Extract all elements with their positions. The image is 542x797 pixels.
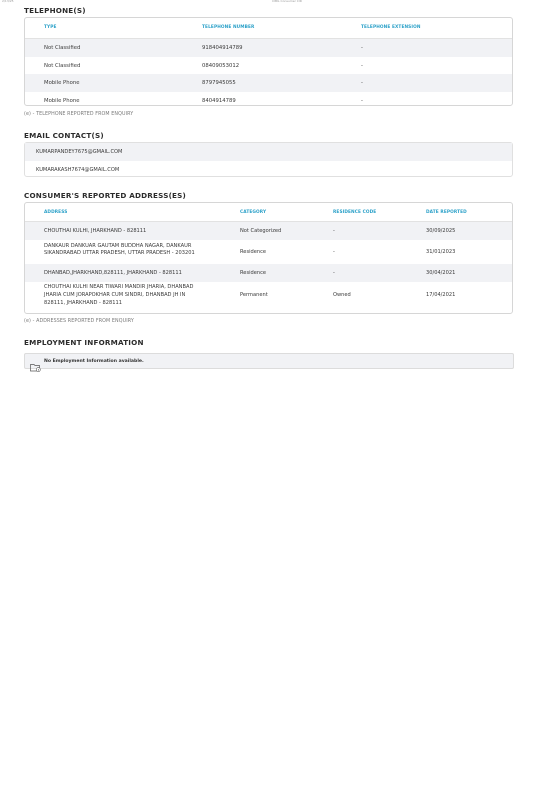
col-date-reported: DATE REPORTED	[426, 210, 467, 215]
address-line: SIKANDRABAD UTTAR PRADESH, UTTAR PRADESH - 203201	[44, 250, 195, 256]
address-line: DHANBAD,JHARKHAND,828111, JHARKHAND - 828111	[44, 270, 182, 276]
table-row	[25, 264, 512, 282]
addresses-table	[24, 202, 513, 314]
phone-number: 08409053012	[202, 62, 240, 69]
list-item	[25, 161, 512, 179]
telephones-note: (e) - TELEPHONE REPORTED FROM ENQUIRY	[24, 112, 134, 117]
addresses-header	[25, 203, 512, 222]
col-telephone-number: TELEPHONE NUMBER	[202, 25, 255, 30]
address-category: Residence	[240, 270, 267, 276]
phone-number: 8404914789	[202, 97, 236, 104]
telephones-title: TELEPHONE(S)	[24, 6, 86, 15]
table-row	[25, 57, 512, 75]
col-telephone-extension: TELEPHONE EXTENSION	[361, 25, 421, 30]
table-row	[25, 74, 512, 92]
address-category: Permanent	[240, 292, 268, 298]
employment-empty-state	[24, 353, 514, 369]
date-reported: 30/09/2025	[426, 228, 456, 234]
phone-type: Mobile Phone	[44, 97, 80, 104]
residence-code: Owned	[333, 292, 351, 298]
telephones-table	[24, 17, 513, 106]
employment-title: EMPLOYMENT INFORMATION	[24, 338, 144, 347]
list-item	[25, 143, 512, 161]
address-line: CHOUTHAI KULHI NEAR TIWARI MANDIR JHARIA, DHANBAD	[44, 284, 194, 290]
address-line: DANKAUR DANKUAR GAUTAM BUDDHA NAGAR, DANKAUR	[44, 243, 192, 249]
folder-info-icon	[30, 357, 41, 366]
table-row	[25, 92, 512, 110]
emails-table	[24, 142, 513, 177]
phone-number: 8797945055	[202, 80, 236, 86]
residence-code: -	[333, 270, 335, 276]
address-line: CHOUTHAI KULHI, JHARKHAND - 828111	[44, 228, 147, 234]
phone-extension: -	[361, 45, 363, 51]
residence-code: -	[333, 249, 335, 255]
emails-title: EMAIL CONTACT(S)	[24, 131, 104, 140]
date-reported: 31/01/2023	[426, 249, 456, 255]
address-line: 828111, JHARKHAND - 828111	[44, 300, 122, 306]
residence-code: -	[333, 228, 335, 234]
phone-type: Not Classified	[44, 62, 81, 69]
address-category: Residence	[240, 249, 267, 255]
col-type: TYPE	[44, 25, 57, 30]
print-title: CIBIL Consumer CIR	[272, 0, 302, 3]
col-category: CATEGORY	[240, 210, 267, 215]
phone-type: Mobile Phone	[44, 80, 80, 86]
phone-number: 918404914789	[202, 45, 243, 51]
date-reported: 17/04/2021	[426, 292, 456, 298]
telephones-header	[25, 18, 512, 39]
address-line: JHARIA CUM JORAPOKHAR CUM SINDRI, DHANBAD JH IN	[44, 292, 186, 298]
table-row	[25, 222, 512, 240]
addresses-note: (e) - ADDRESSES REPORTED FROM ENQUIRY	[24, 319, 134, 324]
phone-extension: -	[361, 80, 363, 86]
table-row	[25, 39, 512, 57]
addresses-title: CONSUMER'S REPORTED ADDRESS(ES)	[24, 191, 187, 200]
print-date: 2/13/25	[2, 0, 14, 3]
employment-message: No Employment Information available.	[44, 359, 144, 364]
email-address: KUMARAKASH7674@GMAIL.COM	[36, 166, 120, 173]
email-address: KUMARPANDEY7675@GMAIL.COM	[36, 149, 123, 155]
table-row	[25, 240, 512, 264]
date-reported: 30/04/2021	[426, 270, 456, 276]
col-residence-code: RESIDENCE CODE	[333, 210, 377, 215]
address-category: Not Categorized	[240, 228, 282, 234]
page-header-strip	[0, 0, 542, 4]
phone-extension: -	[361, 97, 363, 104]
phone-extension: -	[361, 62, 363, 69]
table-row	[25, 282, 512, 313]
phone-type: Not Classified	[44, 45, 81, 51]
col-address: ADDRESS	[44, 210, 68, 215]
